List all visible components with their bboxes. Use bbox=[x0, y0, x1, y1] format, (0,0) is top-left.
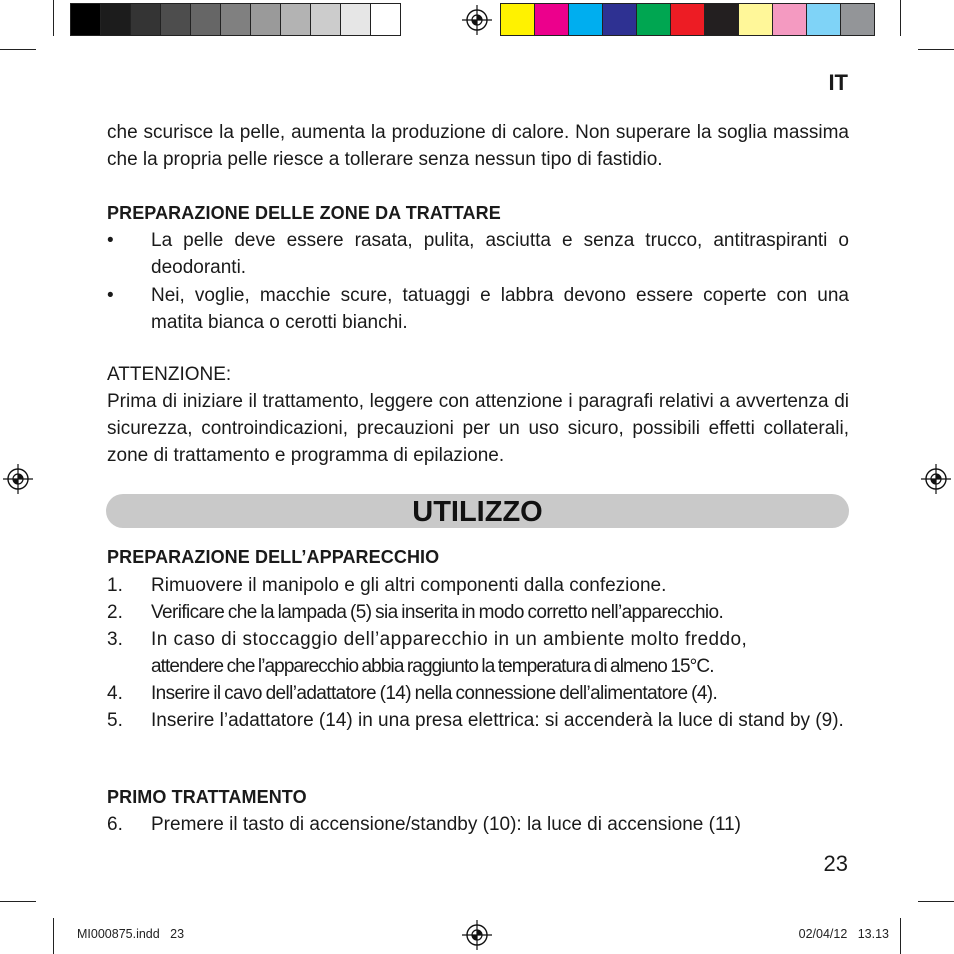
color-swatch bbox=[500, 3, 535, 36]
color-swatch bbox=[340, 3, 371, 36]
list-number: 1. bbox=[107, 575, 123, 596]
registration-mark-icon bbox=[921, 464, 951, 494]
registration-mark-icon bbox=[462, 920, 492, 950]
section-heading-first-treatment: PRIMO TRATTAMENTO bbox=[107, 787, 307, 807]
list-item bbox=[107, 626, 849, 680]
bullet-icon: • bbox=[107, 230, 114, 251]
color-swatch bbox=[190, 3, 221, 36]
crop-mark bbox=[918, 49, 954, 50]
color-swatch bbox=[806, 3, 841, 36]
registration-mark-icon bbox=[3, 464, 33, 494]
attention-label: ATTENZIONE: bbox=[107, 364, 232, 385]
crop-mark bbox=[53, 918, 54, 954]
banner-title: UTILIZZO bbox=[412, 496, 543, 528]
section-heading-prep-device: PREPARAZIONE DELL’APPARECCHIO bbox=[107, 547, 440, 567]
list-item-text: attendere che l’apparecchio abbia raggiunto la temperatura di almeno 15°C. bbox=[151, 656, 714, 677]
color-swatch bbox=[130, 3, 161, 36]
crop-mark bbox=[53, 0, 54, 36]
color-swatch bbox=[310, 3, 341, 36]
color-swatch bbox=[280, 3, 311, 36]
list-number: 5. bbox=[107, 710, 123, 731]
color-swatch bbox=[840, 3, 875, 36]
list-item-text: Verificare che la lampada (5) sia inserita in modo corretto nell’apparecchio. bbox=[151, 602, 724, 623]
color-swatch bbox=[602, 3, 637, 36]
list-item-text: Premere il tasto di accensione/standby (10): la luce di accensione (11) bbox=[151, 814, 742, 835]
registration-mark-icon bbox=[462, 5, 492, 35]
color-swatch bbox=[160, 3, 191, 36]
list-item-text: Nei, voglie, macchie scure, tatuaggi e labbra devono essere coperte con una matita bianca o cerotti bianchi. bbox=[151, 285, 849, 333]
crop-mark bbox=[0, 901, 36, 902]
color-swatch bbox=[568, 3, 603, 36]
page-number: 23 bbox=[823, 851, 848, 876]
crop-mark bbox=[900, 0, 901, 36]
crop-mark bbox=[0, 49, 36, 50]
list-number: 6. bbox=[107, 814, 123, 835]
date-time: 02/04/12 13.13 bbox=[798, 927, 889, 941]
section-heading-prep-zones: PREPARAZIONE DELLE ZONE DA TRATTARE bbox=[107, 203, 501, 223]
color-swatch bbox=[670, 3, 705, 36]
list-item-text: Rimuovere il manipolo e gli altri componenti dalla confezione. bbox=[151, 575, 667, 596]
section-banner bbox=[106, 494, 849, 528]
color-swatch bbox=[636, 3, 671, 36]
list-number: 4. bbox=[107, 683, 123, 704]
list-number: 2. bbox=[107, 602, 123, 623]
color-swatch bbox=[250, 3, 281, 36]
list-number: 3. bbox=[107, 629, 123, 650]
color-swatch bbox=[100, 3, 131, 36]
color-swatch bbox=[772, 3, 807, 36]
color-swatch bbox=[704, 3, 739, 36]
color-swatch bbox=[370, 3, 401, 36]
crop-mark bbox=[918, 901, 954, 902]
file-info: MI000875.indd 23 bbox=[77, 927, 185, 941]
intro-paragraph: che scurisce la pelle, aumenta la produzione di calore. Non superare la soglia massima che la propria pelle riesce a tollerare senza nessun tipo di fastidio. bbox=[107, 122, 849, 170]
crop-mark bbox=[900, 918, 901, 954]
bullet-icon: • bbox=[107, 285, 114, 306]
color-swatch bbox=[220, 3, 251, 36]
language-code: IT bbox=[828, 70, 848, 95]
color-swatch bbox=[70, 3, 101, 36]
color-swatch bbox=[534, 3, 569, 36]
list-item-text: La pelle deve essere rasata, pulita, asciutta e senza trucco, antitraspiranti o deodoranti. bbox=[151, 230, 849, 278]
list-item-text: In caso di stoccaggio dell’apparecchio in un ambiente molto freddo, bbox=[151, 629, 748, 650]
color-swatch bbox=[738, 3, 773, 36]
list-item-text: Inserire l’adattatore (14) in una presa elettrica: si accenderà la luce di stand by (9). bbox=[151, 710, 844, 731]
attention-paragraph: Prima di iniziare il trattamento, leggere con attenzione i paragrafi relativi a avvertenza di sicurezza, controindicazioni, precauzioni per un uso sicuro, possibili effetti collaterali, zone di trattamento e programma di epilazione. bbox=[107, 391, 849, 466]
list-item-text: Inserire il cavo dell’adattatore (14) nella connessione dell’alimentatore (4). bbox=[151, 683, 718, 704]
